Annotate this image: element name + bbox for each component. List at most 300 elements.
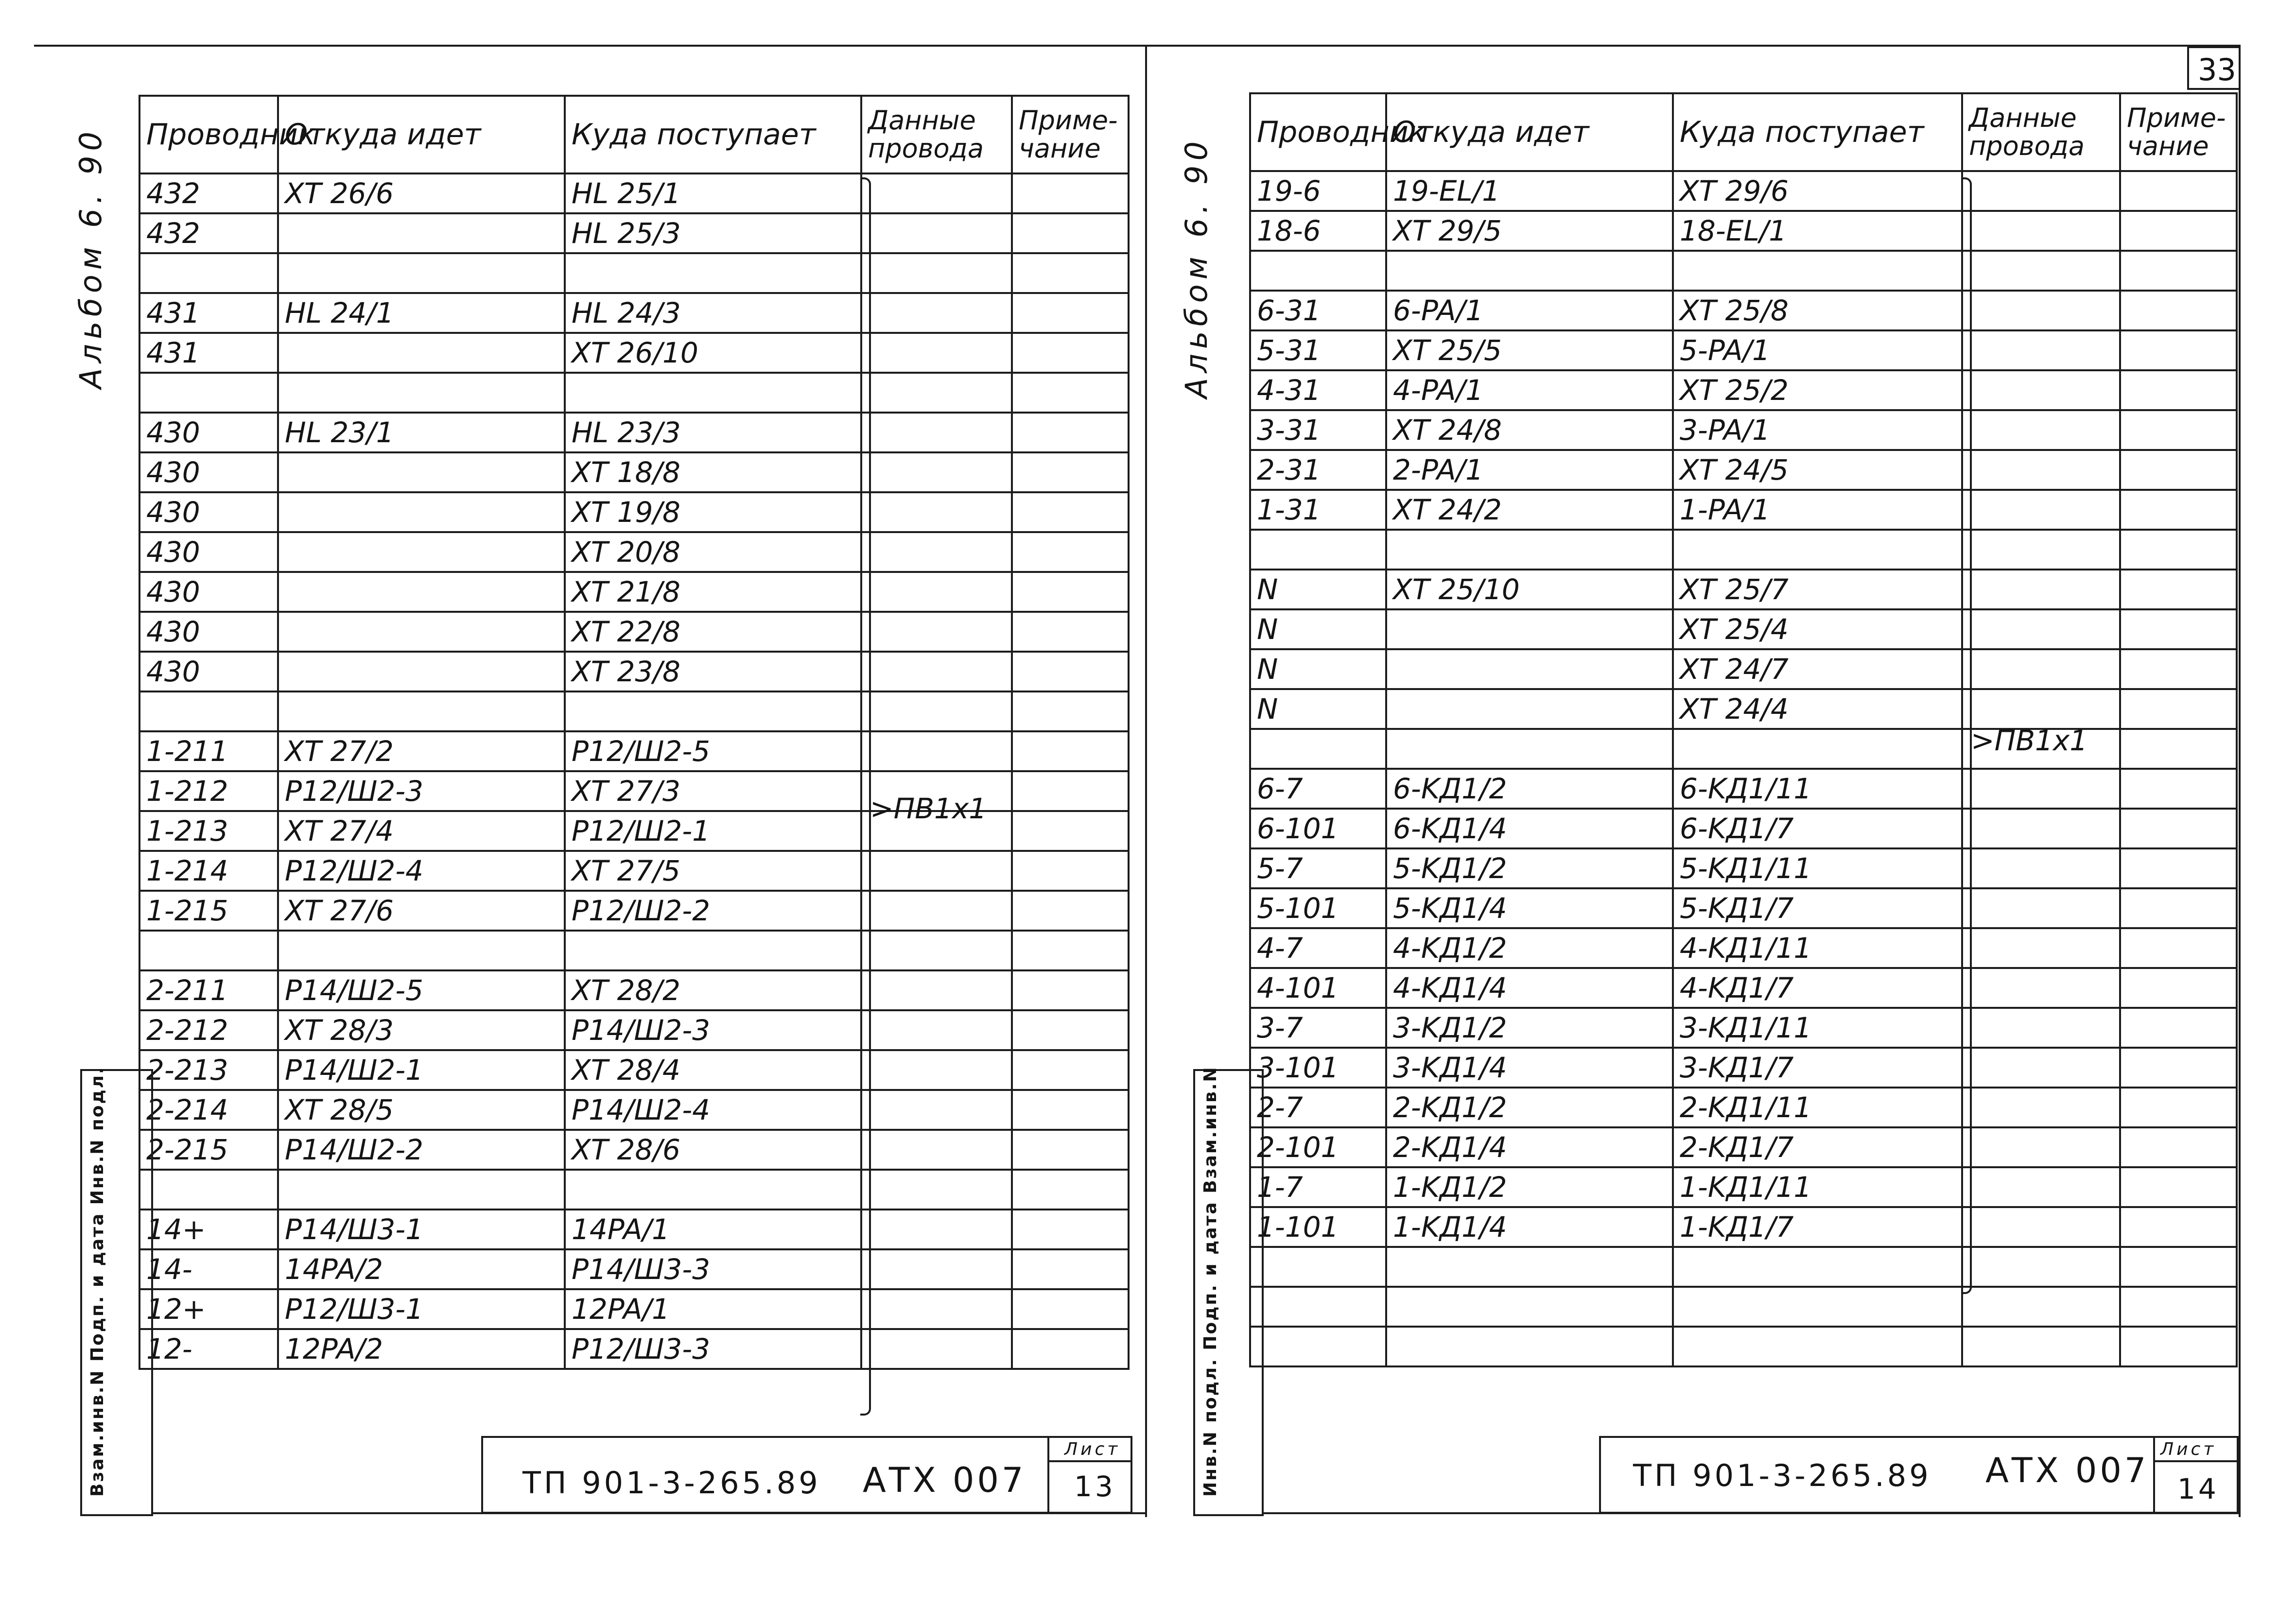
table-row: [1250, 848, 2237, 888]
right-wire-data: >ПВ1х1: [1971, 724, 2088, 757]
header-to: Куда поступает: [565, 96, 861, 173]
cell-wire-data: [1962, 211, 2120, 251]
cell-wire-data: [861, 452, 1012, 492]
cell-wire-data: [1962, 649, 2120, 689]
cell-to: P14/Ш2-4: [565, 1090, 861, 1130]
cell-from: 2-KД1/2: [1386, 1088, 1673, 1127]
left-title-divider: [1047, 1436, 1049, 1514]
cell-from: [278, 1170, 565, 1210]
header-note: Приме-чание: [2120, 93, 2237, 171]
cell-to: [565, 1170, 861, 1210]
cell-from: XT 24/8: [1386, 410, 1673, 450]
cell-conductor: [139, 253, 278, 293]
table-row: [1250, 928, 2237, 968]
cell-note: [2120, 330, 2237, 370]
cell-wire-data: [1962, 1167, 2120, 1207]
cell-conductor: 6-31: [1250, 291, 1386, 330]
cell-conductor: N: [1250, 649, 1386, 689]
cell-note: [2120, 968, 2237, 1008]
cell-wire-data: [1962, 251, 2120, 291]
table-row: [1250, 609, 2237, 649]
cell-conductor: 1-213: [139, 811, 278, 851]
cell-conductor: 12+: [139, 1289, 278, 1329]
cell-wire-data: [1962, 1207, 2120, 1247]
cell-wire-data: [1962, 689, 2120, 729]
cell-to: 1-KД1/7: [1673, 1207, 1962, 1247]
cell-conductor: 2-7: [1250, 1088, 1386, 1127]
cell-from: 4-KД1/2: [1386, 928, 1673, 968]
cell-conductor: 3-31: [1250, 410, 1386, 450]
cell-from: [278, 253, 565, 293]
right-bottom-border: [1264, 1512, 2241, 1514]
cell-from: P14/Ш2-5: [278, 970, 565, 1010]
cell-conductor: [139, 373, 278, 413]
cell-conductor: N: [1250, 609, 1386, 649]
cell-note: [2120, 490, 2237, 530]
table-row: [139, 731, 1129, 771]
cell-from: 4-PA/1: [1386, 370, 1673, 410]
cell-from: 6-PA/1: [1386, 291, 1673, 330]
cell-wire-data: [861, 931, 1012, 970]
right-stamp-code: ТП 901-3-265.89: [1633, 1458, 1931, 1493]
cell-conductor: 431: [139, 333, 278, 373]
cell-from: [1386, 1327, 1673, 1366]
cell-note: [2120, 370, 2237, 410]
table-row: [139, 173, 1129, 213]
right-sheet-label: Лист: [2160, 1439, 2217, 1459]
table-row: [139, 1130, 1129, 1170]
left-side-strip-text: Взам.инв.N Подп. и дата Инв.N подл.: [87, 1066, 107, 1497]
cell-to: [565, 931, 861, 970]
cell-to: 2-KД1/11: [1673, 1088, 1962, 1127]
cell-wire-data: [861, 1090, 1012, 1130]
cell-note: [1012, 612, 1129, 652]
cell-wire-data: [1962, 1247, 2120, 1287]
page-number: 33: [2198, 52, 2236, 87]
cell-wire-data: [1962, 968, 2120, 1008]
table-row: [139, 492, 1129, 532]
cell-wire-data: [1962, 410, 2120, 450]
cell-from: [1386, 1287, 1673, 1327]
cell-to: XT 26/10: [565, 333, 861, 373]
cell-conductor: 432: [139, 213, 278, 253]
cell-from: XT 24/2: [1386, 490, 1673, 530]
cell-to: 6-KД1/11: [1673, 769, 1962, 809]
cell-to: XT 24/7: [1673, 649, 1962, 689]
cell-from: 6-KД1/2: [1386, 769, 1673, 809]
table-row: [1250, 809, 2237, 848]
left-sheet-label-line: [1047, 1460, 1132, 1462]
cell-note: [2120, 689, 2237, 729]
cell-conductor: [1250, 251, 1386, 291]
cell-conductor: 19-6: [1250, 171, 1386, 211]
table-row: [1250, 968, 2237, 1008]
cell-conductor: 6-101: [1250, 809, 1386, 848]
cell-from: 1-KД1/4: [1386, 1207, 1673, 1247]
table-row: [139, 691, 1129, 731]
cell-to: HL 24/3: [565, 293, 861, 333]
table-row: [139, 652, 1129, 691]
cell-conductor: 2-214: [139, 1090, 278, 1130]
cell-conductor: 430: [139, 532, 278, 572]
cell-note: [1012, 691, 1129, 731]
right-sheet-number: 14: [2177, 1472, 2219, 1505]
table-row: [139, 213, 1129, 253]
cell-note: [2120, 1287, 2237, 1327]
cell-note: [1012, 213, 1129, 253]
table-row: [1250, 1088, 2237, 1127]
cell-from: [278, 532, 565, 572]
cell-conductor: 2-213: [139, 1050, 278, 1090]
cell-wire-data: [861, 691, 1012, 731]
header-note: Приме-чание: [1012, 96, 1129, 173]
cell-conductor: 3-7: [1250, 1008, 1386, 1048]
left-wire-data-brace: [860, 177, 871, 1416]
cell-note: [1012, 931, 1129, 970]
cell-to: XT 24/4: [1673, 689, 1962, 729]
cell-note: [2120, 1088, 2237, 1127]
table-row: [1250, 689, 2237, 729]
cell-from: XT 25/10: [1386, 570, 1673, 609]
table-row: [139, 1050, 1129, 1090]
cell-conductor: 1-214: [139, 851, 278, 891]
cell-note: [1012, 891, 1129, 931]
cell-conductor: 1-7: [1250, 1167, 1386, 1207]
cell-conductor: 1-31: [1250, 490, 1386, 530]
table-row: [1250, 410, 2237, 450]
cell-note: [2120, 570, 2237, 609]
cell-note: [1012, 572, 1129, 612]
cell-conductor: 432: [139, 173, 278, 213]
cell-to: XT 25/7: [1673, 570, 1962, 609]
table-header: [1250, 93, 2237, 171]
cell-from: [278, 492, 565, 532]
cell-to: 3-PA/1: [1673, 410, 1962, 450]
cell-conductor: 4-101: [1250, 968, 1386, 1008]
cell-from: [1386, 530, 1673, 570]
cell-from: XT 27/2: [278, 731, 565, 771]
cell-from: [1386, 729, 1673, 769]
cell-conductor: [1250, 1327, 1386, 1366]
table-row: [139, 891, 1129, 931]
cell-to: XT 28/4: [565, 1050, 861, 1090]
cell-note: [1012, 1329, 1129, 1369]
cell-wire-data: [861, 333, 1012, 373]
cell-to: 6-KД1/7: [1673, 809, 1962, 848]
right-title-divider: [2153, 1436, 2155, 1514]
cell-wire-data: [1962, 888, 2120, 928]
cell-wire-data: [1962, 609, 2120, 649]
table-row: [1250, 1167, 2237, 1207]
cell-conductor: 431: [139, 293, 278, 333]
cell-wire-data: [861, 652, 1012, 691]
cell-from: XT 27/4: [278, 811, 565, 851]
table-row: [1250, 211, 2237, 251]
cell-note: [2120, 530, 2237, 570]
cell-from: [278, 612, 565, 652]
cell-conductor: N: [1250, 570, 1386, 609]
cell-from: P14/Ш3-1: [278, 1210, 565, 1249]
cell-to: XT 29/6: [1673, 171, 1962, 211]
cell-conductor: 430: [139, 413, 278, 452]
cell-from: 5-KД1/2: [1386, 848, 1673, 888]
cell-wire-data: [1962, 530, 2120, 570]
cell-note: [1012, 1210, 1129, 1249]
cell-to: [1673, 530, 1962, 570]
cell-conductor: 430: [139, 452, 278, 492]
cell-wire-data: [861, 851, 1012, 891]
table-row: [1250, 769, 2237, 809]
cell-to: 12PA/1: [565, 1289, 861, 1329]
right-right-border: [2239, 45, 2241, 1517]
cell-to: 3-KД1/11: [1673, 1008, 1962, 1048]
cell-wire-data: [861, 970, 1012, 1010]
cell-wire-data: [861, 1210, 1012, 1249]
cell-conductor: 430: [139, 572, 278, 612]
left-top-border: [34, 45, 1147, 47]
cell-conductor: 6-7: [1250, 769, 1386, 809]
cell-from: XT 25/5: [1386, 330, 1673, 370]
cell-from: 3-KД1/2: [1386, 1008, 1673, 1048]
cell-from: [278, 373, 565, 413]
table-row: [1250, 330, 2237, 370]
cell-wire-data: [861, 492, 1012, 532]
left-stamp-code: ТП 901-3-265.89: [522, 1465, 821, 1501]
cell-note: [1012, 1050, 1129, 1090]
right-stamp-doc: АТХ 007: [1985, 1451, 2149, 1490]
cell-wire-data: [1962, 1287, 2120, 1327]
cell-wire-data: [861, 413, 1012, 452]
cell-conductor: 3-101: [1250, 1048, 1386, 1088]
cell-to: XT 25/2: [1673, 370, 1962, 410]
cell-wire-data: [1962, 769, 2120, 809]
cell-note: [1012, 851, 1129, 891]
cell-note: [2120, 410, 2237, 450]
cell-conductor: 14+: [139, 1210, 278, 1249]
table-row: [139, 1329, 1129, 1369]
cell-wire-data: [1962, 1048, 2120, 1088]
cell-conductor: 1-215: [139, 891, 278, 931]
table-row: [1250, 251, 2237, 291]
cell-to: XT 27/5: [565, 851, 861, 891]
table-header: [139, 96, 1129, 173]
cell-wire-data: [861, 1170, 1012, 1210]
header-conductor: Проводник: [139, 96, 278, 173]
cell-note: [1012, 1170, 1129, 1210]
cell-note: [2120, 1008, 2237, 1048]
table-row: [139, 1090, 1129, 1130]
cell-to: 14PA/1: [565, 1210, 861, 1249]
right-wire-data-brace: [1961, 177, 1972, 1294]
right-side-strip-text: Инв.N подл. Подп. и дата Взам.инв.N: [1200, 1066, 1220, 1497]
left-wire-data: >ПВ1х1: [870, 792, 987, 825]
cell-to: [565, 253, 861, 293]
cell-from: [278, 213, 565, 253]
cell-to: 5-KД1/7: [1673, 888, 1962, 928]
cell-wire-data: [861, 1050, 1012, 1090]
cell-to: [1673, 1287, 1962, 1327]
cell-note: [1012, 1289, 1129, 1329]
table-row: [1250, 1127, 2237, 1167]
table-row: [1250, 291, 2237, 330]
cell-wire-data: [1962, 809, 2120, 848]
cell-note: [1012, 771, 1129, 811]
cell-from: 3-KД1/4: [1386, 1048, 1673, 1088]
cell-conductor: 2-215: [139, 1130, 278, 1170]
header-wire-data: Данные провода: [1962, 93, 2120, 171]
cell-to: P14/Ш2-3: [565, 1010, 861, 1050]
left-sheet-number: 13: [1074, 1470, 1116, 1503]
cell-from: [278, 572, 565, 612]
cell-wire-data: [1962, 1008, 2120, 1048]
left-stamp-doc: АТХ 007: [863, 1460, 1026, 1500]
cell-from: [278, 931, 565, 970]
cell-note: [1012, 253, 1129, 293]
cell-note: [1012, 1010, 1129, 1050]
right-top-border: [1147, 45, 2241, 47]
cell-conductor: N: [1250, 689, 1386, 729]
cell-wire-data: [861, 532, 1012, 572]
table-row: [1250, 729, 2237, 769]
cell-from: [1386, 1247, 1673, 1287]
table-row: [139, 452, 1129, 492]
cell-note: [2120, 609, 2237, 649]
cell-note: [2120, 769, 2237, 809]
cell-wire-data: [861, 173, 1012, 213]
cell-wire-data: [1962, 490, 2120, 530]
left-wire-table: [139, 95, 1130, 1370]
table-row: [139, 253, 1129, 293]
cell-from: [1386, 609, 1673, 649]
table-row: [1250, 570, 2237, 609]
cell-note: [1012, 1249, 1129, 1289]
cell-note: [1012, 811, 1129, 851]
cell-note: [2120, 251, 2237, 291]
cell-from: 5-KД1/4: [1386, 888, 1673, 928]
cell-wire-data: [1962, 848, 2120, 888]
right-sheet-label-line: [2153, 1460, 2239, 1462]
cell-note: [1012, 731, 1129, 771]
table-row: [139, 1210, 1129, 1249]
cell-to: 3-KД1/7: [1673, 1048, 1962, 1088]
cell-conductor: 12-: [139, 1329, 278, 1369]
header-from: Откуда идет: [1386, 93, 1673, 171]
cell-from: 14PA/2: [278, 1249, 565, 1289]
table-row: [1250, 490, 2237, 530]
table-row: [139, 333, 1129, 373]
table-row: [1250, 649, 2237, 689]
cell-to: XT 25/8: [1673, 291, 1962, 330]
cell-wire-data: [861, 1010, 1012, 1050]
cell-conductor: 4-7: [1250, 928, 1386, 968]
cell-from: 2-KД1/4: [1386, 1127, 1673, 1167]
cell-to: P12/Ш3-3: [565, 1329, 861, 1369]
cell-conductor: [1250, 530, 1386, 570]
cell-wire-data: [1962, 330, 2120, 370]
cell-note: [1012, 452, 1129, 492]
cell-from: P12/Ш2-3: [278, 771, 565, 811]
cell-note: [1012, 1090, 1129, 1130]
cell-wire-data: [861, 1249, 1012, 1289]
left-album-label: Альбом 6. 90: [73, 127, 108, 389]
cell-wire-data: [861, 293, 1012, 333]
cell-note: [2120, 1167, 2237, 1207]
cell-wire-data: [861, 572, 1012, 612]
cell-note: [1012, 652, 1129, 691]
cell-from: [278, 452, 565, 492]
cell-note: [2120, 1127, 2237, 1167]
cell-to: XT 23/8: [565, 652, 861, 691]
cell-from: 6-KД1/4: [1386, 809, 1673, 848]
cell-to: P12/Ш2-2: [565, 891, 861, 931]
cell-note: [2120, 450, 2237, 490]
cell-note: [1012, 293, 1129, 333]
page-number-box: [2187, 46, 2241, 90]
cell-note: [2120, 291, 2237, 330]
cell-to: XT 21/8: [565, 572, 861, 612]
cell-conductor: 5-7: [1250, 848, 1386, 888]
cell-from: P14/Ш2-2: [278, 1130, 565, 1170]
cell-wire-data: [861, 1289, 1012, 1329]
cell-conductor: 5-31: [1250, 330, 1386, 370]
cell-conductor: 18-6: [1250, 211, 1386, 251]
table-row: [1250, 1247, 2237, 1287]
cell-from: 2-PA/1: [1386, 450, 1673, 490]
cell-to: XT 22/8: [565, 612, 861, 652]
table-row: [1250, 1008, 2237, 1048]
cell-conductor: [1250, 1287, 1386, 1327]
cell-from: [1386, 251, 1673, 291]
cell-conductor: 2-31: [1250, 450, 1386, 490]
table-row: [139, 572, 1129, 612]
cell-note: [2120, 809, 2237, 848]
cell-to: 1-KД1/11: [1673, 1167, 1962, 1207]
cell-from: XT 28/5: [278, 1090, 565, 1130]
cell-to: XT 27/3: [565, 771, 861, 811]
cell-conductor: 1-211: [139, 731, 278, 771]
table-row: [139, 970, 1129, 1010]
cell-to: 4-KД1/11: [1673, 928, 1962, 968]
cell-note: [1012, 970, 1129, 1010]
header-from: Откуда идет: [278, 96, 565, 173]
cell-from: [278, 333, 565, 373]
cell-wire-data: [1962, 291, 2120, 330]
cell-to: 18-EL/1: [1673, 211, 1962, 251]
cell-wire-data: [1962, 1127, 2120, 1167]
cell-from: P12/Ш2-4: [278, 851, 565, 891]
table-row: [1250, 1287, 2237, 1327]
table-row: [139, 851, 1129, 891]
table-row: [1250, 1207, 2237, 1247]
cell-conductor: [139, 691, 278, 731]
cell-wire-data: [1962, 570, 2120, 609]
table-row: [139, 1170, 1129, 1210]
table-row: [139, 1010, 1129, 1050]
header-to: Куда поступает: [1673, 93, 1962, 171]
header-conductor: Проводник: [1250, 93, 1386, 171]
left-center-border: [1145, 45, 1147, 1517]
cell-note: [2120, 1048, 2237, 1088]
cell-from: HL 23/1: [278, 413, 565, 452]
cell-from: 4-KД1/4: [1386, 968, 1673, 1008]
cell-to: [565, 691, 861, 731]
cell-conductor: [1250, 729, 1386, 769]
cell-note: [1012, 373, 1129, 413]
cell-to: 5-PA/1: [1673, 330, 1962, 370]
cell-wire-data: [1962, 171, 2120, 211]
table-row: [139, 1289, 1129, 1329]
cell-wire-data: [861, 612, 1012, 652]
